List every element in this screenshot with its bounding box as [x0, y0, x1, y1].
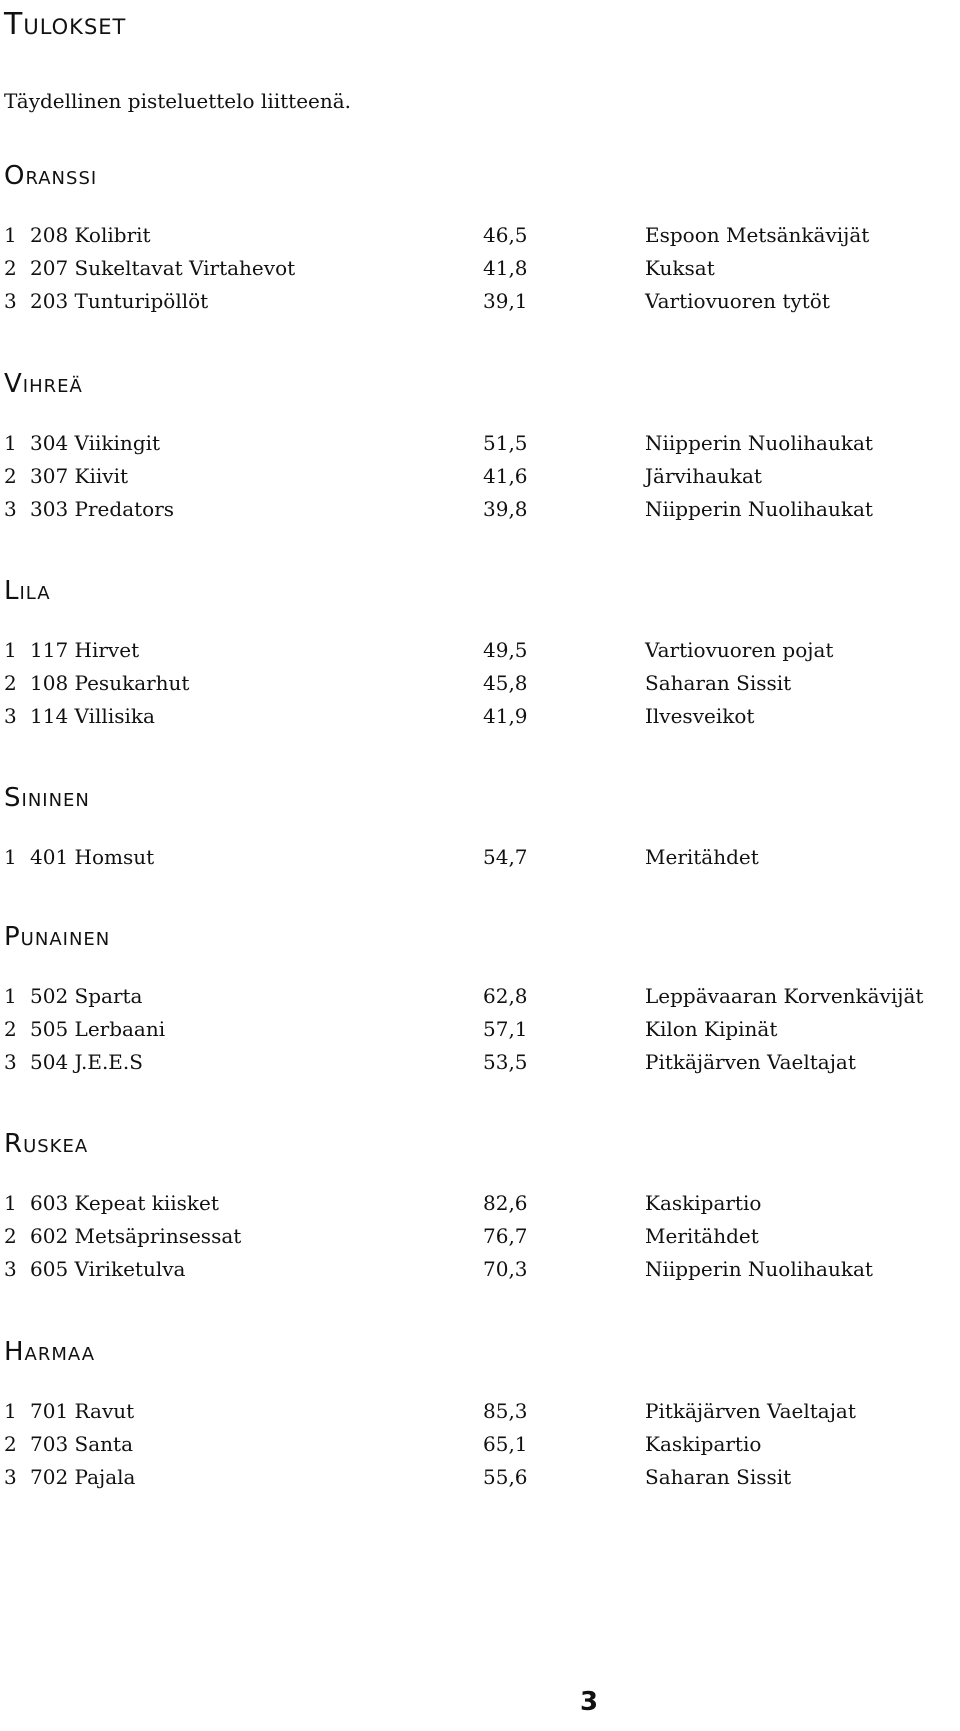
- team-name: 602 Metsäprinsessat: [30, 1224, 242, 1248]
- team-name: 117 Hirvet: [30, 638, 140, 662]
- group-name: Kuksat: [645, 256, 715, 280]
- score: 70,3: [483, 1257, 528, 1281]
- result-row: [4, 700, 954, 733]
- team-name: 701 Ravut: [30, 1399, 135, 1423]
- result-row: [4, 1187, 954, 1220]
- result-row: [4, 980, 954, 1013]
- rank: 1: [4, 845, 17, 869]
- team-name: 208 Kolibrit: [30, 223, 151, 247]
- group-name: Leppävaaran Korvenkävijät: [645, 984, 924, 1008]
- section-heading: Lila: [4, 576, 51, 606]
- team-name: 603 Kepeat kiisket: [30, 1191, 219, 1215]
- result-row: [4, 1253, 954, 1286]
- result-row: [4, 841, 954, 874]
- rank: 1: [4, 984, 17, 1008]
- result-row: [4, 460, 954, 493]
- group-name: Meritähdet: [645, 1224, 759, 1248]
- group-name: Kilon Kipinät: [645, 1017, 778, 1041]
- score: 41,6: [483, 464, 528, 488]
- score: 53,5: [483, 1050, 528, 1074]
- score: 62,8: [483, 984, 528, 1008]
- team-name: 502 Sparta: [30, 984, 143, 1008]
- page-title: Tulokset: [4, 7, 127, 42]
- score: 76,7: [483, 1224, 528, 1248]
- result-row: [4, 1220, 954, 1253]
- score: 55,6: [483, 1465, 528, 1489]
- results-list: [4, 219, 954, 318]
- result-row: [4, 285, 954, 318]
- team-name: 307 Kiivit: [30, 464, 128, 488]
- group-name: Pitkäjärven Vaeltajat: [645, 1050, 856, 1074]
- result-row: [4, 667, 954, 700]
- group-name: Meritähdet: [645, 845, 759, 869]
- result-row: [4, 1461, 954, 1494]
- score: 54,7: [483, 845, 528, 869]
- group-name: Vartiovuoren pojat: [645, 638, 834, 662]
- team-name: 504 J.E.E.S: [30, 1050, 143, 1074]
- result-row: [4, 427, 954, 460]
- group-name: Niipperin Nuolihaukat: [645, 1257, 873, 1281]
- result-row: [4, 1428, 954, 1461]
- rank: 3: [4, 704, 17, 728]
- rank: 1: [4, 431, 17, 455]
- results-list: [4, 1187, 954, 1286]
- score: 82,6: [483, 1191, 528, 1215]
- rank: 3: [4, 1050, 17, 1074]
- rank: 3: [4, 1465, 17, 1489]
- rank: 1: [4, 223, 17, 247]
- score: 57,1: [483, 1017, 528, 1041]
- score: 41,9: [483, 704, 528, 728]
- group-name: Saharan Sissit: [645, 671, 792, 695]
- rank: 2: [4, 671, 17, 695]
- section-heading: Ruskea: [4, 1129, 89, 1159]
- score: 85,3: [483, 1399, 528, 1423]
- score: 46,5: [483, 223, 528, 247]
- results-list: [4, 841, 954, 874]
- rank: 2: [4, 1432, 17, 1456]
- intro-text: Täydellinen pisteluettelo liitteenä.: [4, 89, 352, 113]
- score: 39,1: [483, 289, 528, 313]
- team-name: 203 Tunturipöllöt: [30, 289, 209, 313]
- team-name: 207 Sukeltavat Virtahevot: [30, 256, 296, 280]
- team-name: 303 Predators: [30, 497, 175, 521]
- result-row: [4, 634, 954, 667]
- group-name: Niipperin Nuolihaukat: [645, 497, 873, 521]
- rank: 1: [4, 1191, 17, 1215]
- team-name: 304 Viikingit: [30, 431, 161, 455]
- result-row: [4, 1395, 954, 1428]
- group-name: Niipperin Nuolihaukat: [645, 431, 873, 455]
- score: 39,8: [483, 497, 528, 521]
- rank: 3: [4, 1257, 17, 1281]
- team-name: 702 Pajala: [30, 1465, 136, 1489]
- rank: 2: [4, 256, 17, 280]
- result-row: [4, 219, 954, 252]
- score: 51,5: [483, 431, 528, 455]
- result-row: [4, 1013, 954, 1046]
- score: 49,5: [483, 638, 528, 662]
- score: 65,1: [483, 1432, 528, 1456]
- team-name: 505 Lerbaani: [30, 1017, 166, 1041]
- results-list: [4, 980, 954, 1079]
- score: 45,8: [483, 671, 528, 695]
- group-name: Pitkäjärven Vaeltajat: [645, 1399, 856, 1423]
- rank: 2: [4, 464, 17, 488]
- section-heading: Punainen: [4, 922, 111, 952]
- group-name: Järvihaukat: [645, 464, 762, 488]
- results-list: [4, 634, 954, 733]
- section-heading: Vihreä: [4, 369, 83, 399]
- group-name: Espoon Metsänkävijät: [645, 223, 870, 247]
- rank: 2: [4, 1017, 17, 1041]
- group-name: Vartiovuoren tytöt: [645, 289, 830, 313]
- rank: 1: [4, 1399, 17, 1423]
- results-list: [4, 1395, 954, 1494]
- rank: 3: [4, 497, 17, 521]
- result-row: [4, 493, 954, 526]
- section-heading: Sininen: [4, 783, 90, 813]
- section-heading: Oranssi: [4, 161, 98, 191]
- team-name: 703 Santa: [30, 1432, 133, 1456]
- team-name: 401 Homsut: [30, 845, 155, 869]
- score: 41,8: [483, 256, 528, 280]
- group-name: Ilvesveikot: [645, 704, 755, 728]
- rank: 2: [4, 1224, 17, 1248]
- group-name: Kaskipartio: [645, 1432, 762, 1456]
- team-name: 605 Viriketulva: [30, 1257, 186, 1281]
- group-name: Saharan Sissit: [645, 1465, 792, 1489]
- page-number: 3: [580, 1687, 599, 1717]
- group-name: Kaskipartio: [645, 1191, 762, 1215]
- result-row: [4, 1046, 954, 1079]
- section-heading: Harmaa: [4, 1337, 96, 1367]
- rank: 1: [4, 638, 17, 662]
- rank: 3: [4, 289, 17, 313]
- team-name: 114 Villisika: [30, 704, 155, 728]
- team-name: 108 Pesukarhut: [30, 671, 190, 695]
- results-list: [4, 427, 954, 526]
- result-row: [4, 252, 954, 285]
